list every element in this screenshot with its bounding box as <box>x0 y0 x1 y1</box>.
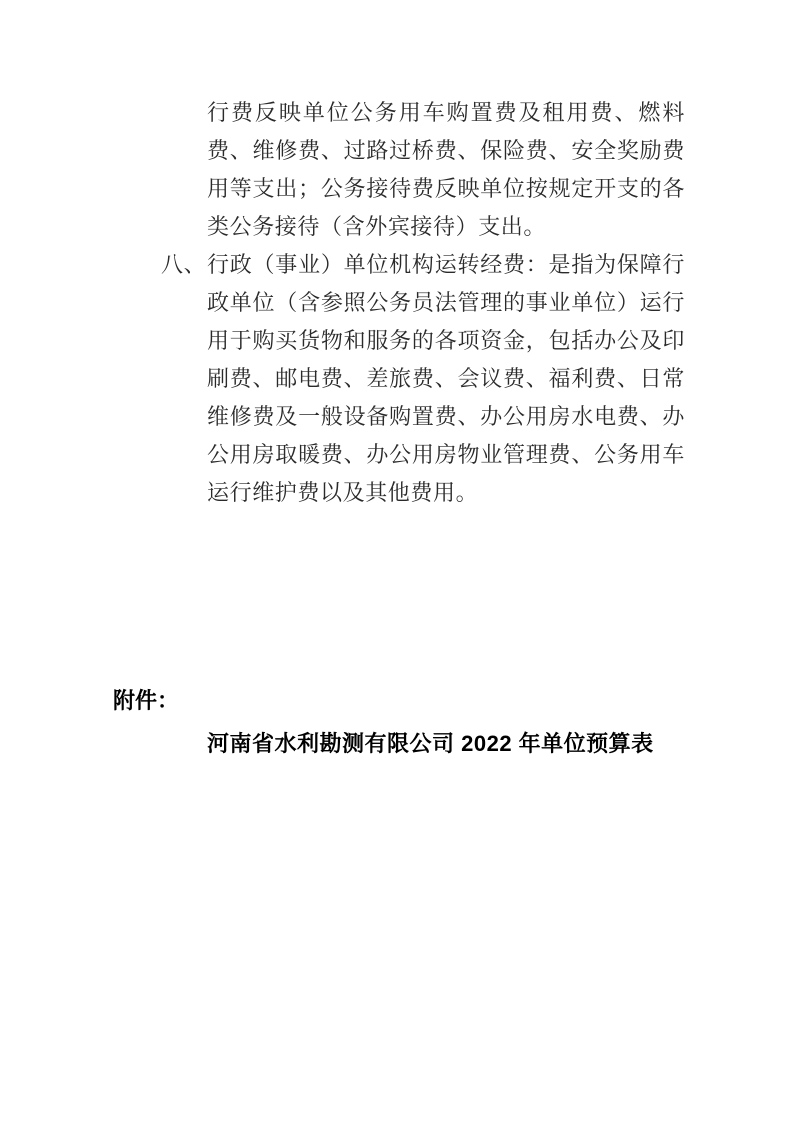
body-text-block <box>161 94 685 512</box>
attachment-label: 附件： <box>113 688 180 713</box>
paragraph-item-8-operating-funds <box>161 246 685 512</box>
paragraph-vehicle-and-reception-fees <box>207 94 685 246</box>
paragraph-text: 行政（事业）单位机构运转经费：是指为保障行政单位（含参照公务员法管理的事业单位）运行用于购买货物和服务的各项资金，包括办公及印刷费、邮电费、差旅费、会议费、福利费、日常维修费及一般设备购置费、办公用房水电费、办公用房取暖费、办公用房物业管理费、公务用车运行维护费以及其他费用。 <box>207 252 685 505</box>
attachment-title: 河南省水利勘测有限公司 2022 年单位预算表 <box>207 731 654 756</box>
paragraph-marker: 八、 <box>161 252 207 277</box>
paragraph-text: 行费反映单位公务用车购置费及租用费、燃料费、维修费、过路过桥费、保险费、安全奖励费用等支出；公务接待费反映单位按规定开支的各类公务接待（含外宾接待）支出。 <box>207 100 685 239</box>
